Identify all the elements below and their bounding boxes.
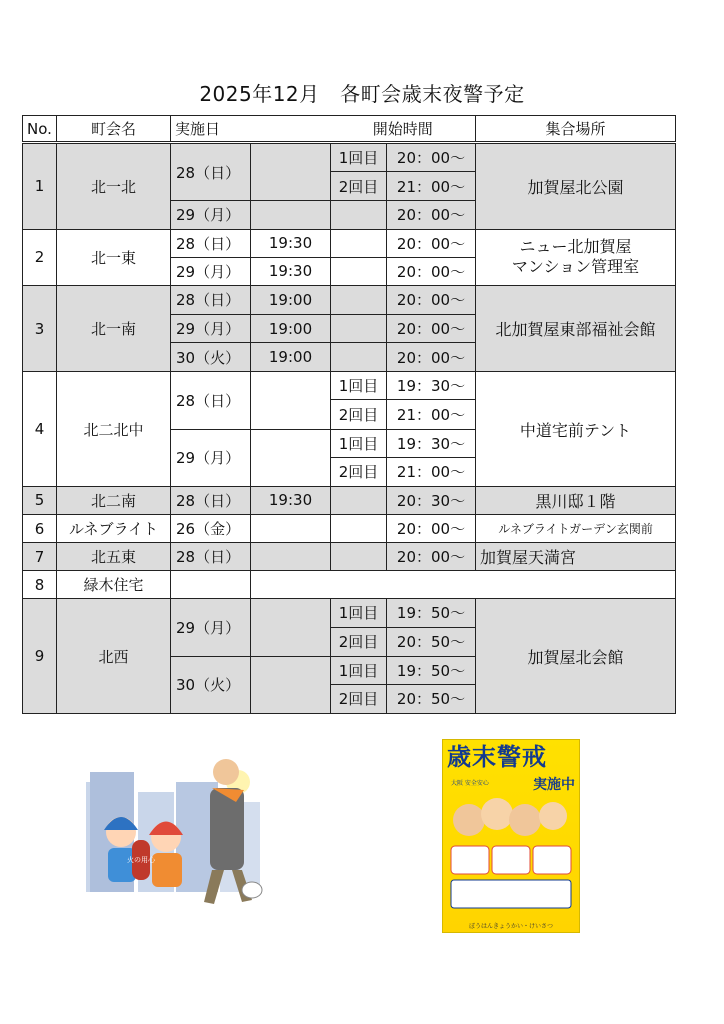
row-no: 9 [23,599,57,714]
row-round: 2回目 [331,627,387,656]
poster-subtitle: 実施中 [533,777,575,793]
row-time: 19：50～ [387,656,476,684]
row-date: 30（火） [171,343,251,372]
row-round: 2回目 [331,684,387,713]
row-time: 20：00～ [387,229,476,257]
adult-face [213,759,239,785]
row-pre [251,372,331,429]
poster-footer: ぼうはんきょうかい・けいさつ [468,923,553,930]
table-row [23,285,676,314]
row-place: ルネブライトガーデン玄関前 [476,514,676,542]
row-round [331,543,387,571]
row-place: 加賀屋天満宮 [476,543,676,571]
table-header-row [23,116,676,143]
table-row [23,486,676,514]
row-round: 1回目 [331,372,387,400]
row-place-line2: マンション管理室 [511,257,640,277]
page-title: 2025年12月 各町会歳末夜警予定 [199,82,525,106]
year-end-patrol-poster [443,740,579,932]
character-face [509,804,541,836]
row-date: 29（月） [171,314,251,342]
row-date: 29（月） [171,257,251,285]
row-name: 北二南 [57,486,171,514]
row-round: 2回目 [331,172,387,201]
row-pre [251,656,331,713]
row-time: 19：50～ [387,599,476,627]
row-place: 黒川邸１階 [476,486,676,514]
header-date: 実施日 [171,116,331,143]
night-patrol-illustration [86,752,266,914]
row-pre [251,201,331,229]
row-time: 21：00～ [387,172,476,201]
row-place [476,229,676,285]
info-card [492,846,530,874]
row-date [171,571,251,599]
row-round: 1回目 [331,429,387,457]
row-date: 29（月） [171,201,251,229]
row-time: 19：30～ [387,372,476,400]
row-place: 中道宅前テント [476,372,676,487]
info-card [451,846,489,874]
table-row [23,514,676,542]
row-time: 20：00～ [387,514,476,542]
poster-org: 大阪 安全安心 [451,780,489,787]
row-round [331,229,387,257]
row-time: 20：00～ [387,314,476,342]
poster-title: 歳末警戒 [447,743,547,771]
adult-body [210,788,244,870]
row-date: 26（金） [171,514,251,542]
row-name: 北五東 [57,543,171,571]
table-row [23,599,676,627]
row-time: 21：00～ [387,400,476,429]
row-round [331,201,387,229]
lantern-text: 火の用心 [127,856,155,864]
info-card [533,846,571,874]
row-name: 北一北 [57,143,171,229]
row-date: 30（火） [171,656,251,713]
row-no: 2 [23,229,57,285]
row-place: 北加賀屋東部福祉会館 [476,285,676,371]
child-body [108,848,136,882]
row-date: 28（日） [171,372,251,429]
row-name: 緑木住宅 [57,571,171,599]
row-round: 1回目 [331,143,387,172]
dog-icon [242,882,262,898]
row-date: 28（日） [171,143,251,201]
row-name: 北一東 [57,229,171,285]
row-place: 加賀屋北公園 [476,143,676,229]
row-round: 1回目 [331,599,387,627]
header-no: No. [23,116,57,143]
row-no: 6 [23,514,57,542]
row-pre: 19:00 [251,285,331,314]
row-round [331,257,387,285]
row-pre [251,514,331,542]
row-pre: 19:30 [251,486,331,514]
row-time: 20：00～ [387,143,476,172]
row-time: 20：00～ [387,543,476,571]
row-time: 20：00～ [387,343,476,372]
row-pre: 19:30 [251,257,331,285]
table-row [23,543,676,571]
header-place: 集合場所 [476,116,676,143]
row-time: 21：00～ [387,457,476,486]
row-pre [251,429,331,486]
character-face [539,802,567,830]
row-no: 1 [23,143,57,229]
row-name: 北一南 [57,285,171,371]
table-row [23,229,676,257]
row-time: 20：50～ [387,627,476,656]
row-name: ルネブライト [57,514,171,542]
row-date: 29（月） [171,429,251,486]
row-pre [251,599,331,656]
row-round [331,486,387,514]
row-pre [251,143,331,201]
table-row [23,372,676,400]
character-face [453,804,485,836]
row-no: 5 [23,486,57,514]
row-time: 20：30～ [387,486,476,514]
row-round [331,285,387,314]
row-place-line1: ニュー北加賀屋 [519,237,632,257]
row-round [331,514,387,542]
table-row [23,143,676,172]
row-time: 20：00～ [387,201,476,229]
row-no: 8 [23,571,57,599]
child-body [152,853,182,887]
row-time: 20：00～ [387,257,476,285]
header-time: 開始時間 [331,116,476,143]
row-time: 19：30～ [387,429,476,457]
app-banner [451,880,571,908]
row-date: 28（日） [171,543,251,571]
row-no: 3 [23,285,57,371]
row-pre: 19:00 [251,343,331,372]
row-date: 28（日） [171,486,251,514]
row-time: 20：00～ [387,285,476,314]
row-pre [251,543,331,571]
row-no: 4 [23,372,57,487]
row-pre: 19:00 [251,314,331,342]
row-name: 北二北中 [57,372,171,487]
row-no: 7 [23,543,57,571]
row-place: 加賀屋北会館 [476,599,676,714]
poster-artwork [449,790,573,910]
header-name: 町会名 [57,116,171,143]
row-round: 2回目 [331,457,387,486]
row-date: 28（日） [171,285,251,314]
row-name: 北西 [57,599,171,714]
row-round [331,314,387,342]
row-round [331,343,387,372]
row-date: 28（日） [171,229,251,257]
row-empty [251,571,676,599]
row-time: 20：50～ [387,684,476,713]
row-round: 1回目 [331,656,387,684]
row-pre: 19:30 [251,229,331,257]
character-face [481,798,513,830]
row-round: 2回目 [331,400,387,429]
schedule-body [22,115,676,714]
row-date: 29（月） [171,599,251,656]
table-row [23,571,676,599]
